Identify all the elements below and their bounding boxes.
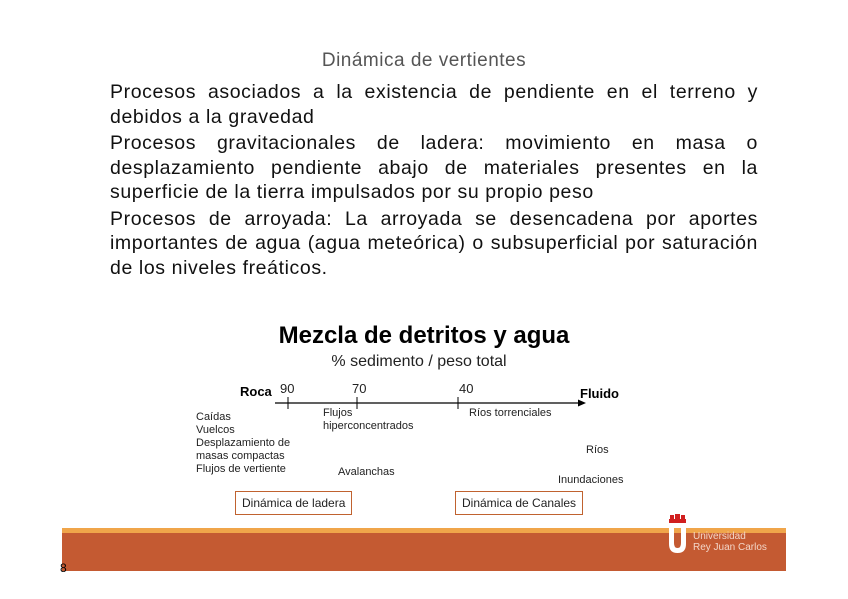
label-vuelcos: Vuelcos <box>196 424 235 436</box>
label-caidas: Caídas <box>196 411 231 423</box>
label-flujos-vertiente: Flujos de vertiente <box>196 463 286 475</box>
logo-crown-mid <box>675 514 680 519</box>
label-flujos: Flujos <box>323 407 353 419</box>
label-avalanchas: Avalanchas <box>338 466 395 478</box>
logo-crown-right <box>681 515 685 519</box>
axis-end-roca: Roca <box>240 384 272 399</box>
label-rios-torrenciales: Ríos torrenciales <box>469 407 552 419</box>
label-inundaciones: Inundaciones <box>558 474 624 486</box>
logo-crown-base <box>669 519 686 523</box>
axis-end-fluido: Fluido <box>580 386 619 401</box>
page-number: 8 <box>60 561 67 575</box>
paragraph-pendiente: Procesos asociados a la existencia de pendiente en el terreno y debidos a la gravedad <box>110 81 758 128</box>
logo-crown-left <box>670 515 674 519</box>
ladera-processes-list <box>196 411 290 476</box>
label-hiperconcentrados: hiperconcentrados <box>323 420 414 432</box>
label-rios: Ríos <box>586 444 609 456</box>
tick-label-40: 40 <box>459 381 474 396</box>
logo-letter-u <box>669 526 686 553</box>
tick-label-70: 70 <box>352 381 367 396</box>
tick-label-90: 90 <box>280 381 295 396</box>
logo-line-1: Universidad <box>693 531 746 542</box>
box-dinamica-ladera: Dinámica de ladera <box>235 491 352 515</box>
label-desplazamiento: Desplazamiento de <box>196 437 291 449</box>
diagram-title: Mezcla de detritos y agua <box>278 322 570 349</box>
university-logo-text <box>693 531 767 553</box>
logo-line-2: Rey Juan Carlos <box>693 542 767 553</box>
box-dinamica-canales: Dinámica de Canales <box>455 491 583 515</box>
slide-title: Dinámica de vertientes <box>321 50 527 71</box>
label-masas-compactas: masas compactas <box>196 450 285 462</box>
paragraph-gravitacionales: Procesos gravitacionales de ladera: movimiento en masa o desplazamiento pendiente abajo de materiales presentes en la superficie de la tierra impulsados por su propio peso <box>110 132 758 203</box>
flujos-hiperconcentrados-label <box>323 407 414 433</box>
diagram-subtitle: % sedimento / peso total <box>331 353 507 370</box>
paragraph-arroyada: Procesos de arroyada: La arroyada se desencadena por aportes importantes de agua (agua meteórica) o subsuperficial por saturación de los niveles freáticos. <box>110 207 758 279</box>
